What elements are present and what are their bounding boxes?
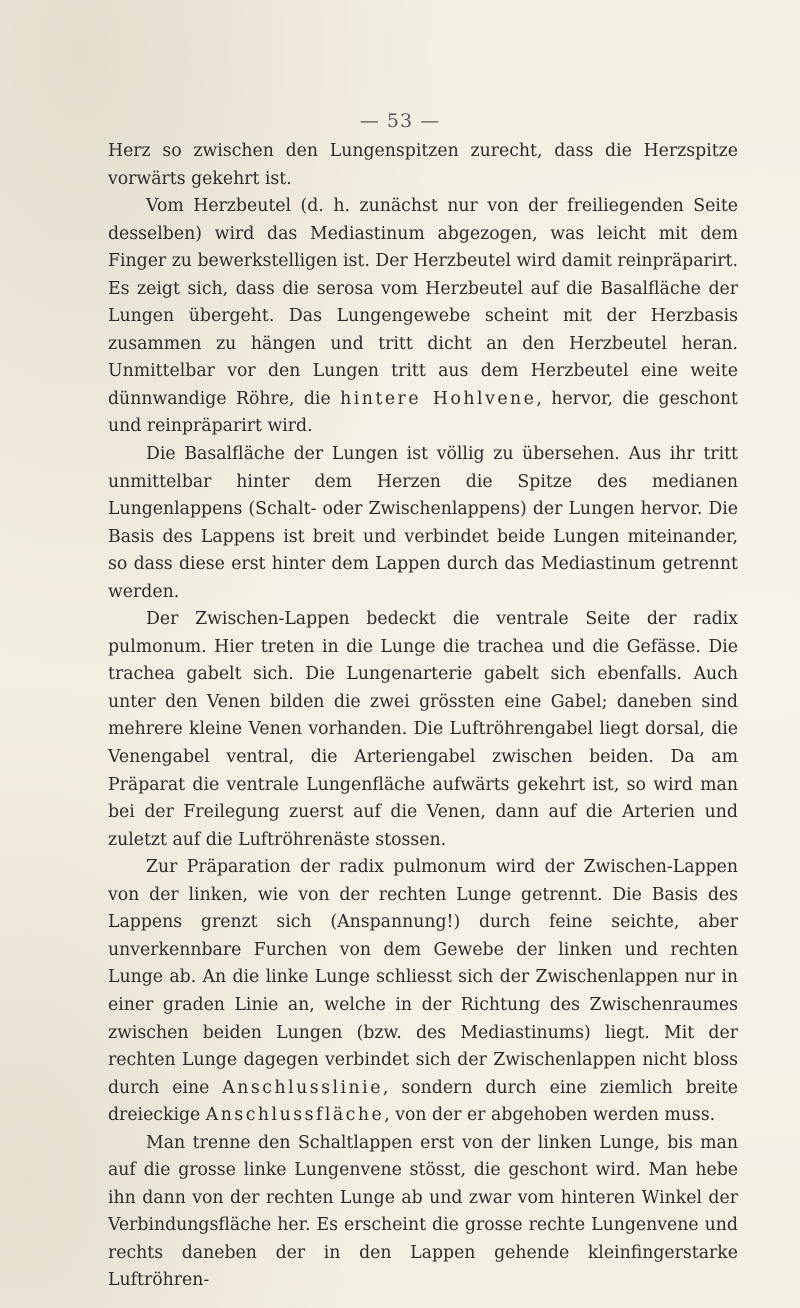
paragraph-text: Zur Präparation der radix pulmonum wird der Zwischen-Lappen von der linken, wie von der rechten Lunge getrennt. Die Basis des Lappens grenzt sich (Anspannung!) durch feine seichte, aber unverkennbare Furchen von dem Gewebe der linken und rechten Lunge ab. An die linke Lunge schliesst sich der Zwischenlappen nur in einer graden Linie an, welche in der Richtung des Zwischenraumes zwischen beiden Lungen (bzw. des Mediastinums) liegt. Mit der rechten Lunge dagegen verbindet sich der Zwischenlappen nicht bloss durch eine — [108, 857, 738, 1098]
paragraph-1 — [108, 138, 738, 193]
emphasis-spaced-term: Anschlusslinie — [222, 1077, 383, 1098]
body-text — [108, 138, 738, 1295]
paragraph-2 — [108, 193, 738, 441]
paragraph-text: , hervor, die geschont und reinpräparirt wird. — [108, 388, 739, 437]
paragraph-5 — [108, 854, 738, 1129]
paragraph-4 — [108, 606, 738, 854]
paragraph-text: Der Zwischen-Lappen bedeckt die ventrale Seite der radix pulmonum. Hier treten in die Lunge die trachea und die Gefässe. Die trachea gabelt sich. Die Lungenarterie gabelt sich ebenfalls. Auch unter den Venen bilden die zwei grössten eine Gabel; daneben sind mehrere kleine Venen vorhanden. Die Luftröhrengabel liegt dorsal, die Venengabel ventral, die Arteriengabel zwischen beiden. Da am Präparat die ventrale Lungenfläche aufwärts gekehrt ist, so wird man bei der Freilegung zuerst auf die Venen, dann auf die Arterien und zuletzt auf die Luftröhrenäste stossen. — [108, 609, 738, 850]
paragraph-6 — [108, 1130, 738, 1295]
paragraph-text: Herz so zwischen den Lungenspitzen zurecht, dass die Herzspitze vorwärts gekehrt ist. — [108, 141, 738, 189]
page-number-header: — 53 — — [359, 110, 441, 132]
emphasis-spaced-term: Anschlussfläche — [205, 1105, 385, 1126]
emphasis-spaced-term: hintere Hohlvene — [340, 388, 537, 409]
paragraph-text: Man trenne den Schaltlappen erst von der linken Lunge, bis man auf die grosse linke Lungenvene stösst, die geschont wird. Man hebe ihn dann von der rechten Lunge ab und zwar vom hinteren Winkel der Verbindungsfläche her. Es erscheint die grosse rechte Lungenvene und rechts daneben der in den Lappen gehende kleinfingerstarke Luftröhren- — [108, 1132, 738, 1291]
paragraph-text: , von der er abgehoben werden muss. — [384, 1105, 716, 1126]
paragraph-3 — [108, 441, 738, 606]
paragraph-text: Vom Herzbeutel (d. h. zunächst nur von der freiliegenden Seite desselben) wird das Mediastinum abgezogen, was leicht mit dem Finger zu bewerkstelligen ist. Der Herzbeutel wird damit reinpräparirt. Es zeigt sich, dass die serosa vom Herzbeutel auf die Basalfläche der Lungen übergeht. Das Lungengewebe scheint mit der Herzbasis zusammen zu hängen und tritt dicht an den Herzbeutel heran. Unmittelbar vor den Lungen tritt aus dem Herzbeutel eine weite dünnwandige Röhre, die — [108, 196, 738, 409]
paragraph-text: Die Basalfläche der Lungen ist völlig zu übersehen. Aus ihr tritt unmittelbar hinter dem Herzen die Spitze des medianen Lungenlappens (Schalt- oder Zwischenlappens) der Lungen hervor. Die Basis des Lappens ist breit und verbindet beide Lungen miteinander, so dass diese erst hinter dem Lappen durch das Mediastinum getrennt werden. — [108, 444, 738, 602]
paragraph-text: , sondern durch eine ziemlich breite dreieckige — [108, 1077, 739, 1126]
